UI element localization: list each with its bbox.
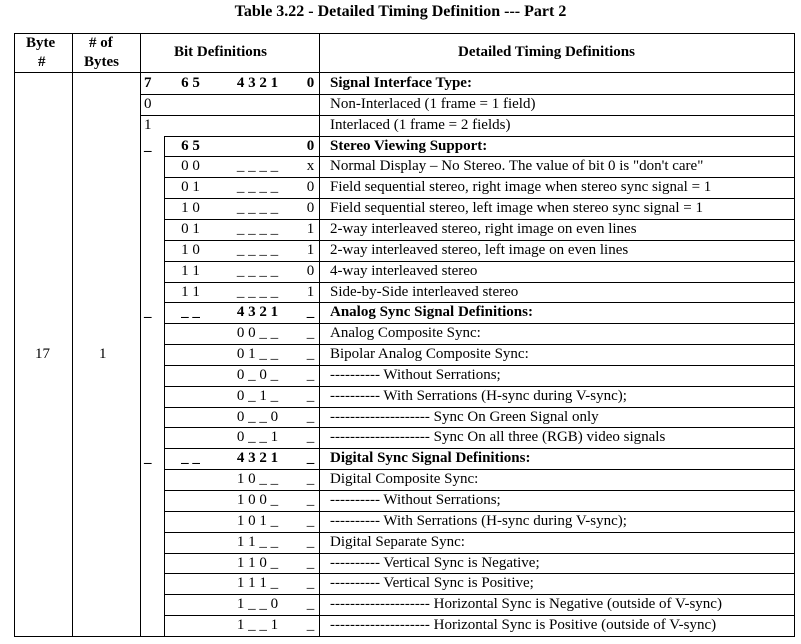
bit-cell-4-1: 1 0 1 _ bbox=[236, 512, 279, 529]
table-border-right bbox=[794, 33, 795, 637]
bit-cell-0: x bbox=[306, 158, 315, 175]
bit-cell-6-5: 6 5 bbox=[181, 137, 200, 154]
row-divider bbox=[164, 553, 795, 554]
definition-text: 2-way interleaved stereo, left image on even lines bbox=[330, 241, 629, 258]
bit-cell-4-1: 1 1 _ _ bbox=[236, 533, 279, 550]
bit-cell-6-5: 0 1 bbox=[181, 220, 200, 237]
row-divider bbox=[164, 198, 795, 199]
section-heading-stereo-viewing-support: Stereo Viewing Support: bbox=[330, 137, 488, 154]
definition-text: Side-by-Side interleaved stereo bbox=[330, 283, 519, 300]
row-divider bbox=[164, 282, 795, 283]
row-divider bbox=[164, 156, 795, 157]
bit-cell-0: _ bbox=[306, 346, 315, 363]
definition-text: -------------------- Horizontal Sync is Positive (outside of V-sync) bbox=[330, 617, 717, 634]
header-divider bbox=[14, 72, 795, 73]
bit-cell-4-1: 1 1 0 _ bbox=[236, 554, 279, 571]
bit-cell-4-1: 4 3 2 1 bbox=[236, 304, 279, 321]
bit-cell-0: 0 bbox=[306, 262, 315, 279]
table-border-bottom bbox=[14, 636, 795, 637]
row-divider bbox=[164, 323, 795, 324]
definition-text: -------------------- Horizontal Sync is Negative (outside of V-sync) bbox=[330, 596, 722, 613]
section-heading-digital-sync-signal-definitions: Digital Sync Signal Definitions: bbox=[330, 450, 531, 467]
bit-cell-4-1: 1 0 _ _ bbox=[236, 471, 279, 488]
row-divider bbox=[164, 407, 795, 408]
definition-text: ---------- With Serrations (H-sync during V-sync); bbox=[330, 512, 627, 529]
table-title: Table 3.22 - Detailed Timing Definition --- Part 2 bbox=[234, 3, 567, 20]
bit-cell-0: 1 bbox=[306, 283, 315, 300]
bit-cell-0: 0 bbox=[306, 200, 315, 217]
bit-cell-4-1: 0 1 _ _ bbox=[236, 346, 279, 363]
byte-count: 1 bbox=[99, 346, 107, 362]
bit-cell-0: _ bbox=[306, 387, 315, 404]
row-divider bbox=[140, 94, 795, 95]
bit-cell-6-5: _ _ bbox=[181, 304, 200, 321]
bit-cell-0: _ bbox=[306, 617, 315, 634]
bit-cell-7: 1 bbox=[144, 116, 152, 133]
bit-cell-4-1: 1 1 1 _ bbox=[236, 575, 279, 592]
byte-number: 17 bbox=[35, 346, 50, 362]
row-divider bbox=[164, 219, 795, 220]
bit-cell-6-5: 1 0 bbox=[181, 200, 200, 217]
row-divider bbox=[164, 448, 795, 449]
row-divider bbox=[164, 532, 795, 533]
row-divider bbox=[164, 261, 795, 262]
bit-cell-6-5: 1 1 bbox=[181, 283, 200, 300]
bit-cell-0: _ bbox=[306, 304, 315, 321]
section-heading-analog-sync-signal-definitions: Analog Sync Signal Definitions: bbox=[330, 304, 533, 321]
bit-cell-4-1: _ _ _ _ bbox=[236, 179, 279, 196]
header-byte-line2: # bbox=[38, 54, 46, 70]
bit-cell-6-5: 0 0 bbox=[181, 158, 200, 175]
section-heading-signal-interface-type: Signal Interface Type: bbox=[330, 75, 472, 91]
bit-cell-4-1: 0 _ 1 _ bbox=[236, 387, 279, 404]
row-divider bbox=[164, 469, 795, 470]
row-divider bbox=[164, 365, 795, 366]
bit-cell-0: _ bbox=[306, 554, 315, 571]
bit-cell-0: _ bbox=[306, 325, 315, 342]
bit-cell-6-5: _ _ bbox=[181, 450, 200, 467]
bit-cell-0: _ bbox=[306, 429, 315, 446]
bit-cell-4-1: _ _ _ _ bbox=[236, 262, 279, 279]
bit-cell-7: _ bbox=[144, 304, 152, 321]
header-nbytes-line1: # of bbox=[89, 35, 113, 51]
bit-cell-0: _ bbox=[306, 533, 315, 550]
definition-text: ---------- Without Serrations; bbox=[330, 492, 501, 508]
bit-cell-4-1: _ _ _ _ bbox=[236, 241, 279, 258]
row-divider bbox=[164, 615, 795, 616]
bit-cell-4-1: _ _ _ _ bbox=[236, 220, 279, 237]
bit-cell-6-5: 0 1 bbox=[181, 179, 200, 196]
header-nbytes-line2: Bytes bbox=[84, 54, 119, 70]
row-divider bbox=[164, 177, 795, 178]
bit-cell-7: _ bbox=[144, 137, 152, 154]
bit-cell-0: _ bbox=[306, 596, 315, 613]
bit-cell-4-1: 1 _ _ 1 bbox=[236, 617, 279, 634]
definition-text: Field sequential stereo, left image when stereo sync signal = 1 bbox=[330, 200, 703, 217]
row-divider bbox=[164, 386, 795, 387]
column-divider bbox=[72, 33, 73, 637]
definition-text: Analog Composite Sync: bbox=[330, 325, 481, 342]
timing-definition-table bbox=[14, 33, 795, 637]
bit-cell-0: _ bbox=[306, 512, 315, 529]
row-divider bbox=[164, 344, 795, 345]
bit-cell-0: _ bbox=[306, 366, 315, 383]
row-divider bbox=[164, 490, 795, 491]
row-divider bbox=[164, 240, 795, 241]
definition-text: Digital Composite Sync: bbox=[330, 471, 479, 488]
table-border-top bbox=[14, 33, 795, 34]
definition-text: Bipolar Analog Composite Sync: bbox=[330, 346, 529, 363]
row-divider bbox=[164, 594, 795, 595]
bit-cell-4-1: 1 0 0 _ bbox=[236, 492, 279, 508]
bit-cell-7: 0 bbox=[144, 95, 152, 112]
definition-text: Interlaced (1 frame = 2 fields) bbox=[330, 116, 511, 133]
bit-cell-6-5: 6 5 bbox=[181, 75, 200, 91]
definition-text: ---------- Vertical Sync is Negative; bbox=[330, 554, 540, 571]
bit-cell-4-1: 1 _ _ 0 bbox=[236, 596, 279, 613]
bit-cell-0: _ bbox=[306, 492, 315, 508]
row-divider bbox=[164, 511, 795, 512]
bit-cell-0: 0 bbox=[306, 179, 315, 196]
bit-cell-0: _ bbox=[306, 575, 315, 592]
definition-text: Non-Interlaced (1 frame = 1 field) bbox=[330, 95, 536, 112]
header-bit-definitions: Bit Definitions bbox=[174, 44, 267, 60]
bit-cell-0: 0 bbox=[306, 75, 315, 91]
bit-cell-7: _ bbox=[144, 450, 152, 467]
definition-text: 4-way interleaved stereo bbox=[330, 262, 478, 279]
bit-cell-0: _ bbox=[306, 450, 315, 467]
header-byte-line1: Byte bbox=[26, 35, 56, 51]
bit-cell-4-1: 0 _ _ 1 bbox=[236, 429, 279, 446]
row-divider bbox=[140, 115, 795, 116]
bit-cell-0: _ bbox=[306, 471, 315, 488]
definition-text: Digital Separate Sync: bbox=[330, 533, 465, 550]
bit-cell-7: 7 bbox=[144, 75, 152, 91]
definition-text: ---------- Vertical Sync is Positive; bbox=[330, 575, 534, 592]
definition-text: -------------------- Sync On Green Signal only bbox=[330, 408, 599, 425]
bit-cell-0: 0 bbox=[306, 137, 315, 154]
definition-text: -------------------- Sync On all three (RGB) video signals bbox=[330, 429, 666, 446]
header-detailed-definitions: Detailed Timing Definitions bbox=[458, 44, 635, 60]
row-divider bbox=[164, 427, 795, 428]
definition-text: Normal Display – No Stereo. The value of bit 0 is "don't care" bbox=[330, 158, 704, 175]
column-divider bbox=[319, 33, 320, 637]
bit-cell-4-1: 4 3 2 1 bbox=[236, 450, 279, 467]
row-divider bbox=[164, 573, 795, 574]
bit-cell-4-1: 4 3 2 1 bbox=[236, 75, 279, 91]
bit-cell-0: 1 bbox=[306, 220, 315, 237]
bit-cell-4-1: _ _ _ _ bbox=[236, 283, 279, 300]
row-divider bbox=[164, 302, 795, 303]
bit-cell-0: _ bbox=[306, 408, 315, 425]
bit-cell-4-1: _ _ _ _ bbox=[236, 158, 279, 175]
table-border-left bbox=[14, 33, 15, 637]
bit-cell-6-5: 1 1 bbox=[181, 262, 200, 279]
row-divider bbox=[164, 136, 795, 137]
bit-cell-4-1: 0 0 _ _ bbox=[236, 325, 279, 342]
column-divider bbox=[140, 33, 141, 637]
definition-text: 2-way interleaved stereo, right image on even lines bbox=[330, 220, 637, 237]
definition-text: ---------- With Serrations (H-sync during V-sync); bbox=[330, 387, 627, 404]
bit-cell-4-1: _ _ _ _ bbox=[236, 200, 279, 217]
bit-cell-4-1: 0 _ 0 _ bbox=[236, 366, 279, 383]
definition-text: ---------- Without Serrations; bbox=[330, 366, 501, 383]
bit-cell-4-1: 0 _ _ 0 bbox=[236, 408, 279, 425]
bit-cell-6-5: 1 0 bbox=[181, 241, 200, 258]
definition-text: Field sequential stereo, right image when stereo sync signal = 1 bbox=[330, 179, 712, 196]
bit-cell-0: 1 bbox=[306, 241, 315, 258]
